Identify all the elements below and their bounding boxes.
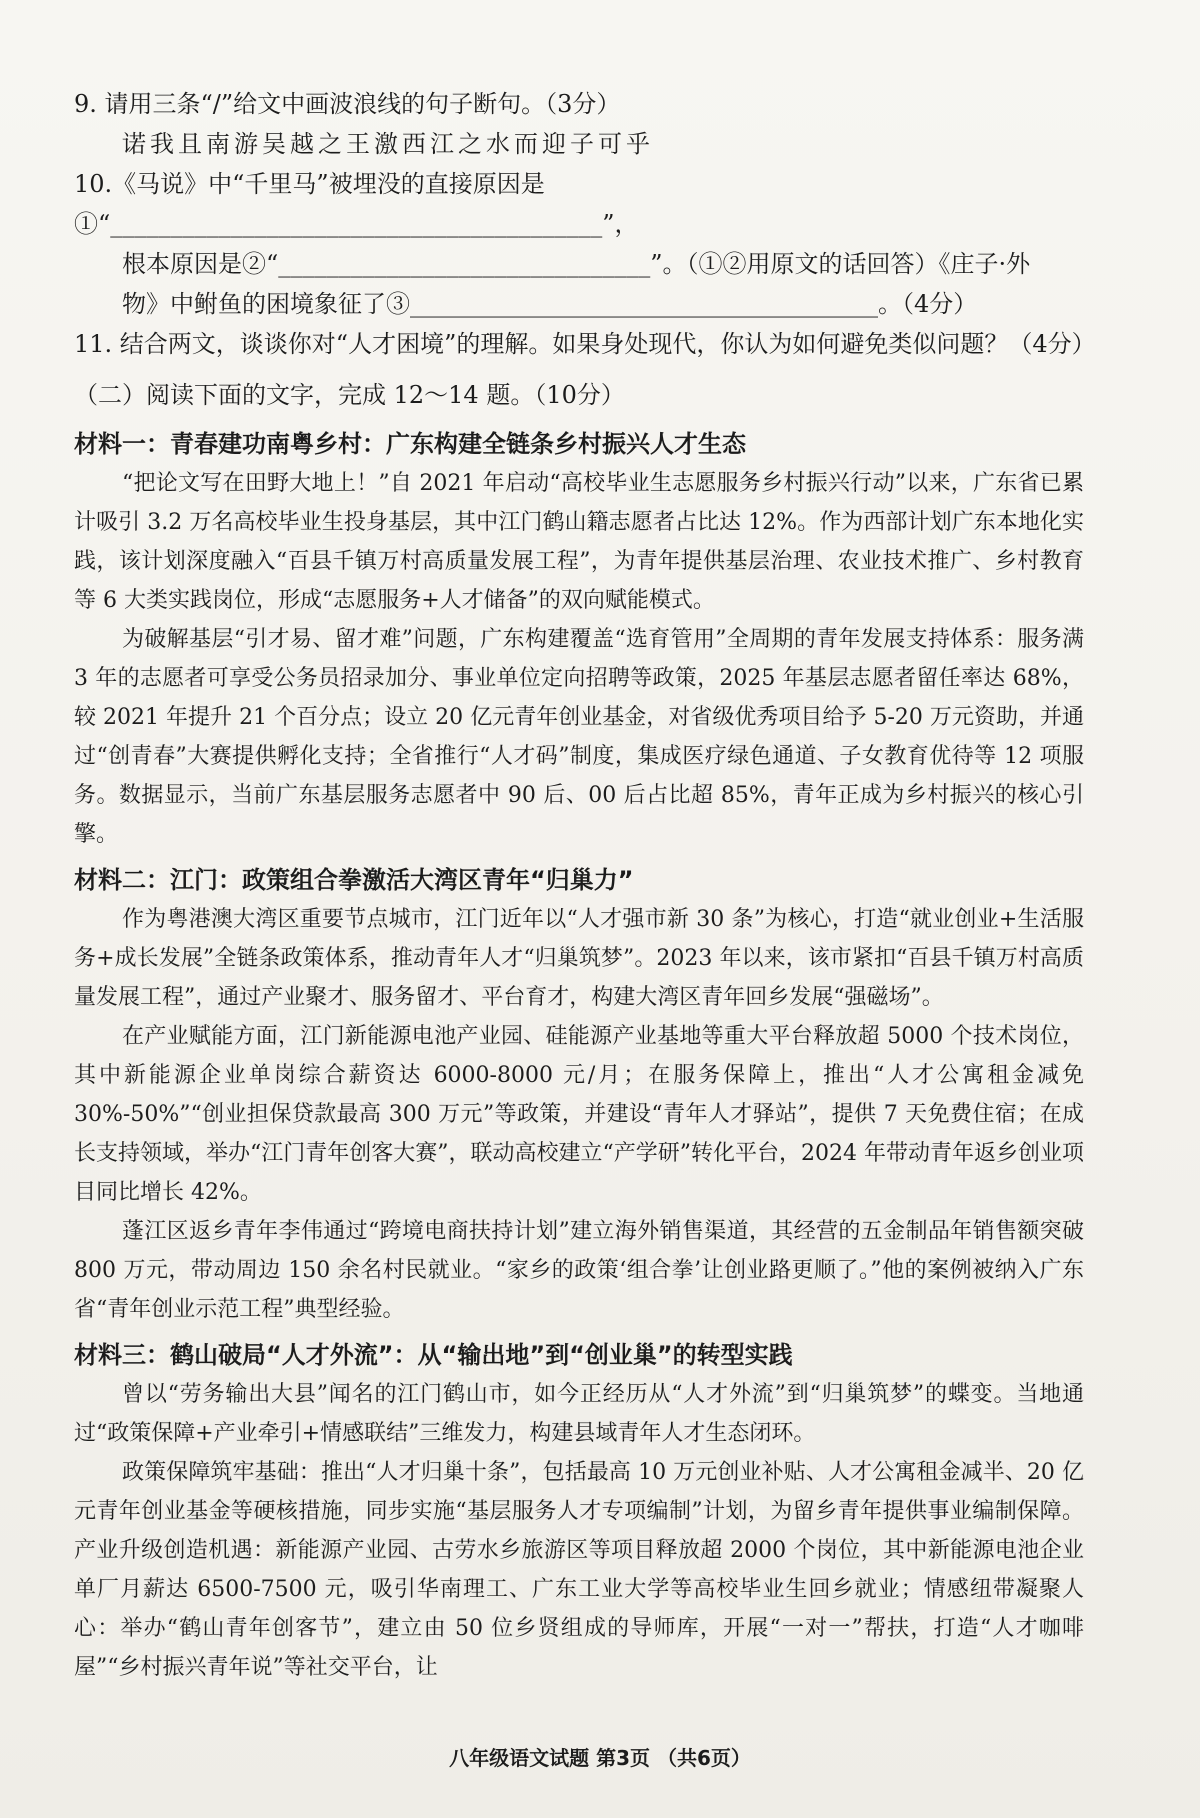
section-2-heading: （二）阅读下面的文字，完成 12～14 题。（10分） bbox=[74, 381, 625, 409]
material-3-paragraph-2: 政策保障筑牢基础：推出“人才归巢十条”，包括最高 10 万元创业补贴、人才公寓租金减半、20 亿元青年创业基金等硬核措施，同步实施“基层服务人才专项编制”计划，为留乡青年提供事业编制保障。产业升级创造机遇：新能源产业园、古劳水乡旅游区等项目释放超 2000 个岗位，其中新能源电池企业单厂月薪达 6500-7500 元，吸引华南理工、广东工业大学等高校毕业生回乡就业；情感纽带凝聚人心：举办“鹤山青年创客节”，建立由 50 位乡贤组成的导师库，开展“一对一”帮扶，打造“人才咖啡屋”“乡村振兴青年说”等社交平台，让 bbox=[74, 1460, 1084, 1680]
question-10-line-2: 根本原因是②“_______________________________”。（①②用原文的话回答）《庄子·外 bbox=[122, 250, 1031, 278]
question-10-line-3: 物》中鲋鱼的困境象征了③_______________________________________。（4分） bbox=[122, 290, 978, 318]
material-1-title: 材料一：青春建功南粤乡村：广东构建全链条乡村振兴人才生态 bbox=[74, 430, 746, 458]
page-content bbox=[74, 84, 1096, 1687]
material-1-paragraph-2: 为破解基层“引才易、留才难”问题，广东构建覆盖“选育管用”全周期的青年发展支持体系：服务满 3 年的志愿者可享受公务员招录加分、事业单位定向招聘等政策，2025 年基层志愿者留任率达 68%，较 2021 年提升 21 个百分点；设立 20 亿元青年创业基金，对省级优秀项目给予 5-20 万元资助，并通过“创青春”大赛提供孵化支持；全省推行“人才码”制度，集成医疗绿色通道、子女教育优待等 12 项服务。数据显示，当前广东基层服务志愿者中 90 后、00 后占比超 85%，青年正成为乡村振兴的核心引擎。 bbox=[74, 627, 1091, 847]
material-3-title: 材料三：鹤山破局“人才外流”：从“输出地”到“创业巢”的转型实践 bbox=[74, 1341, 793, 1369]
material-3-paragraph-1: 曾以“劳务输出大县”闻名的江门鹤山市，如今正经历从“人才外流”到“归巢筑梦”的蝶变。当地通过“政策保障+产业牵引+情感联结”三维发力，构建县域青年人才生态闭环。 bbox=[74, 1382, 1084, 1446]
material-2-paragraph-1: 作为粤港澳大湾区重要节点城市，江门近年以“人才强市新 30 条”为核心，打造“就业创业+生活服务+成长发展”全链条政策体系，推动青年人才“归巢筑梦”。2023 年以来，该市紧扣“百县千镇万村高质量发展工程”，通过产业聚才、服务留才、平台育才，构建大湾区青年回乡发展“强磁场”。 bbox=[74, 907, 1084, 1010]
material-2-paragraph-2: 在产业赋能方面，江门新能源电池产业园、硅能源产业基地等重大平台释放超 5000 个技术岗位，其中新能源企业单岗综合薪资达 6000-8000 元/月；在服务保障上，推出“人才公寓租金减免 30%-50%”“创业担保贷款最高 300 万元”等政策，并建设“青年人才驿站”，提供 7 天免费住宿；在成长支持领域，举办“江门青年创客大赛”，联动高校建立“产学研”转化平台，2024 年带动青年返乡创业项目同比增长 42%。 bbox=[74, 1024, 1091, 1205]
question-10-line-1: 10.《马说》中“千里马”被埋没的直接原因是①“_________________________________________”， bbox=[74, 170, 639, 238]
question-9: 9. 请用三条“/”给文中画波浪线的句子断句。（3分） bbox=[74, 90, 621, 118]
material-1-paragraph-1: “把论文写在田野大地上！”自 2021 年启动“高校毕业生志愿服务乡村振兴行动”以来，广东省已累计吸引 3.2 万名高校毕业生投身基层，其中江门鹤山籍志愿者占比达 12%。作为西部计划广东本地化实践，该计划深度融入“百县千镇万村高质量发展工程”，为青年提供基层治理、农业技术推广、乡村教育等 6 大类实践岗位，形成“志愿服务+人才储备”的双向赋能模式。 bbox=[74, 471, 1084, 613]
material-2-paragraph-3: 蓬江区返乡青年李伟通过“跨境电商扶持计划”建立海外销售渠道，其经营的五金制品年销售额突破 800 万元，带动周边 150 余名村民就业。“家乡的政策‘组合拳’让创业路更顺了。”他的案例被纳入广东省“青年创业示范工程”典型经验。 bbox=[74, 1219, 1091, 1322]
question-11: 11. 结合两文，谈谈你对“人才困境”的理解。如果身处现代，你认为如何避免类似问题？（4分） bbox=[74, 330, 1096, 358]
question-9-sentence: 诺我且南游吴越之王激西江之水而迎子可乎 bbox=[122, 130, 654, 158]
page-footer: 八年级语文试题 第3页 （共6页） bbox=[449, 1746, 751, 1770]
material-2-title: 材料二：江门：政策组合拳激活大湾区青年“归巢力” bbox=[74, 866, 634, 894]
